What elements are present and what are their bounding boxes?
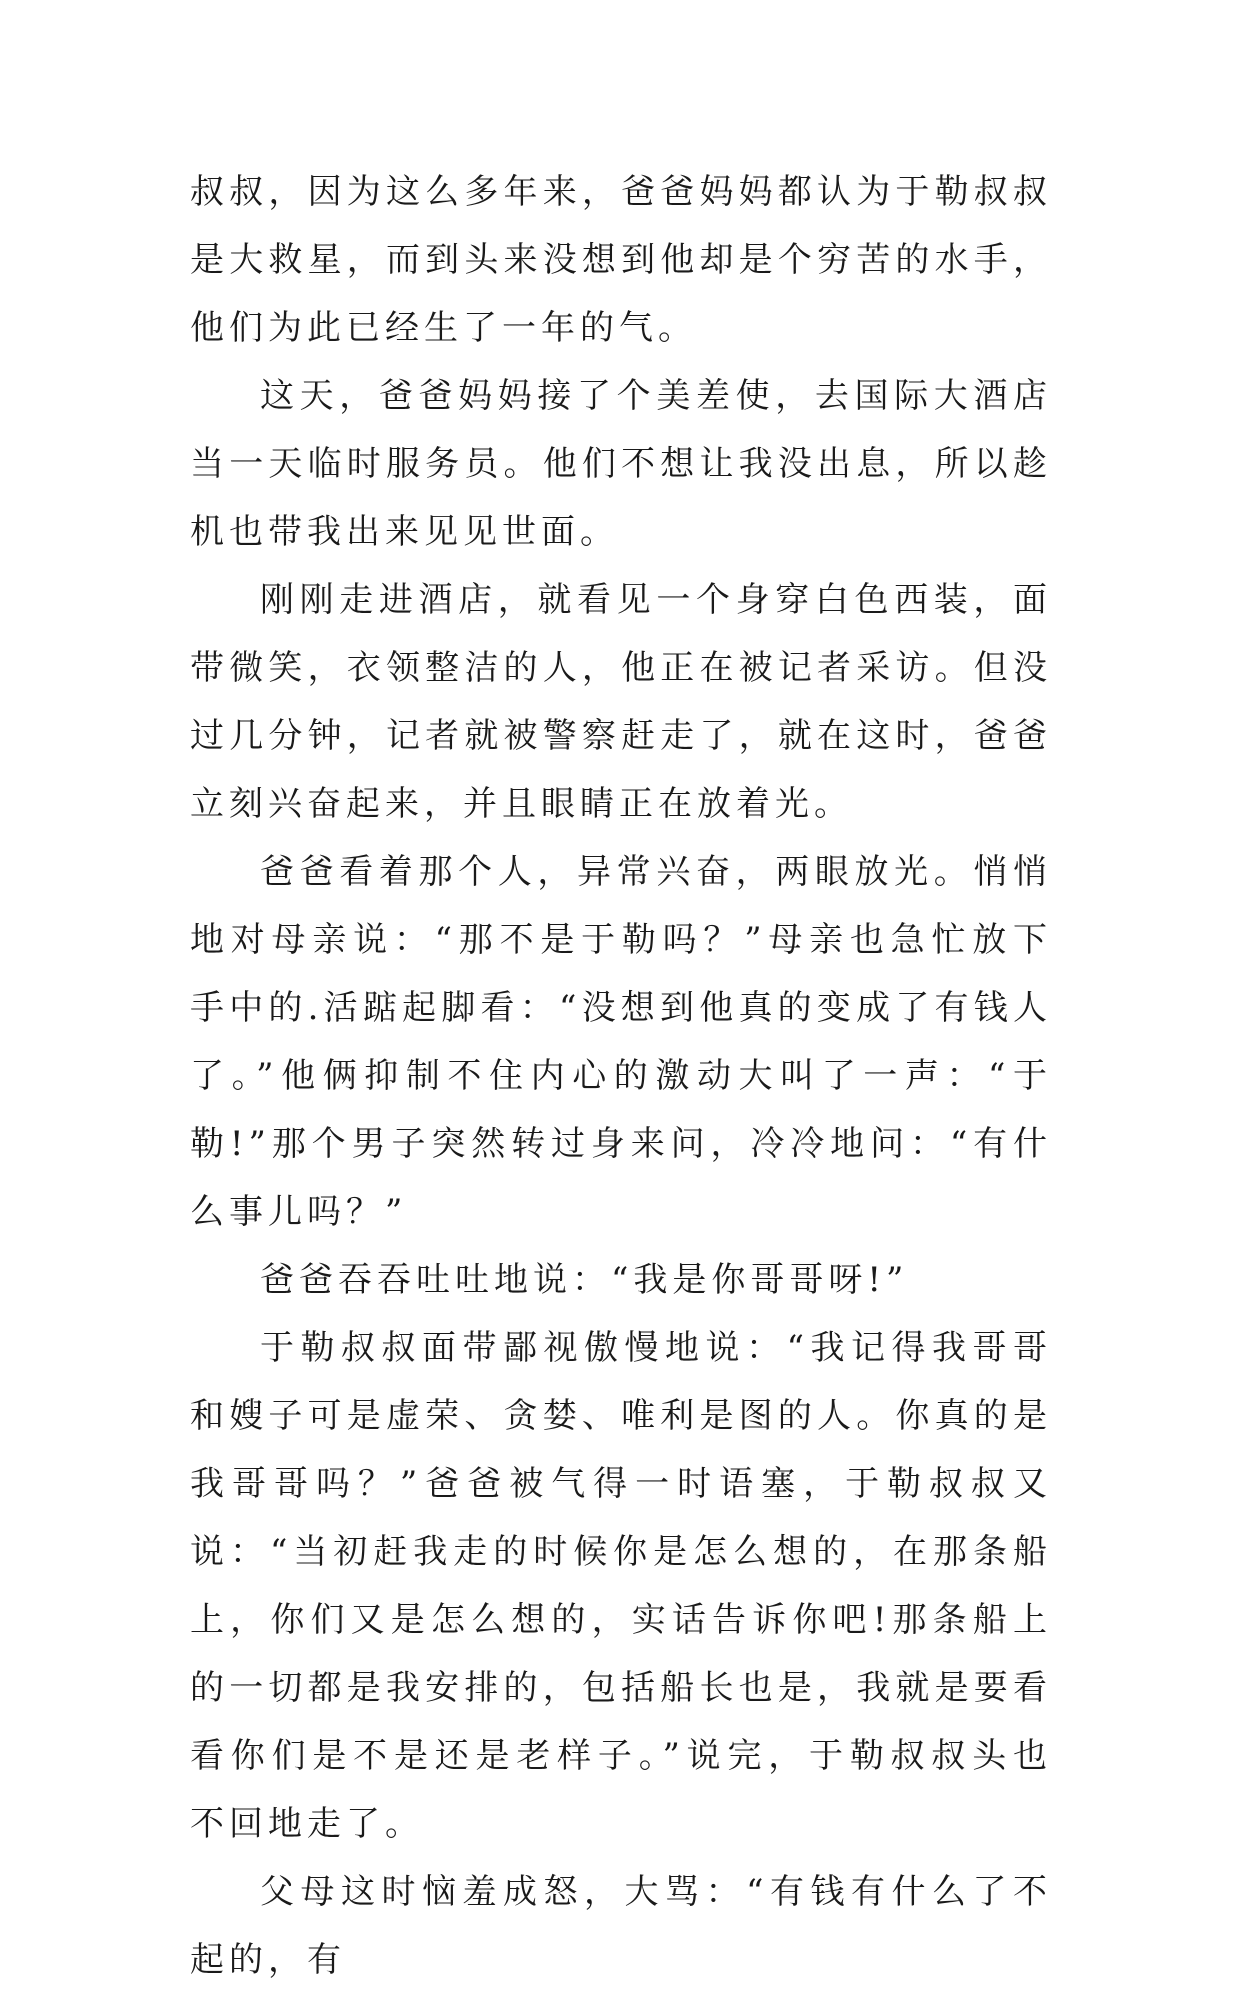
paragraph-2: 这天，爸爸妈妈接了个美差使，去国际大酒店当一天临时服务员。他们不想让我没出息，所以趁机也带我出来见见世面。 bbox=[190, 376, 1052, 552]
paragraph-6: 于勒叔叔面带鄙视傲慢地说：“我记得我哥哥和嫂子可是虚荣、贪婪、唯利是图的人。你真的是我哥哥吗？”爸爸被气得一时语塞，于勒叔叔又说：“当初赶我走的时候你是怎么想的，在那条船上，你们又是怎么想的，实话告诉你吧!那条船上的一切都是我安排的，包括船长也是，我就是要看看你们是不是还是老样子。”说完，于勒叔叔头也不回地走了。 bbox=[190, 1328, 1052, 1844]
paragraph-4: 爸爸看着那个人，异常兴奋，两眼放光。悄悄地对母亲说：“那不是于勒吗？”母亲也急忙放下手中的.活踮起脚看：“没想到他真的变成了有钱人了。”他俩抑制不住内心的激动大叫了一声：“于勒!”那个男子突然转过身来问，冷冷地问：“有什么事儿吗？” bbox=[190, 852, 1052, 1232]
paragraph-5: 爸爸吞吞吐吐地说：“我是你哥哥呀!” bbox=[260, 1260, 909, 1300]
document-page bbox=[190, 158, 1052, 1994]
paragraph-3: 刚刚走进酒店，就看见一个身穿白色西装，面带微笑，衣领整洁的人，他正在被记者采访。但没过几分钟，记者就被警察赶走了，就在这时，爸爸立刻兴奋起来，并且眼睛正在放着光。 bbox=[190, 580, 1052, 824]
paragraph-1: 叔叔，因为这么多年来，爸爸妈妈都认为于勒叔叔是大救星，而到头来没想到他却是个穷苦的水手，他们为此已经生了一年的气。 bbox=[190, 172, 1052, 348]
paragraph-7: 父母这时恼羞成怒，大骂：“有钱有什么了不起的，有 bbox=[190, 1872, 1052, 1980]
